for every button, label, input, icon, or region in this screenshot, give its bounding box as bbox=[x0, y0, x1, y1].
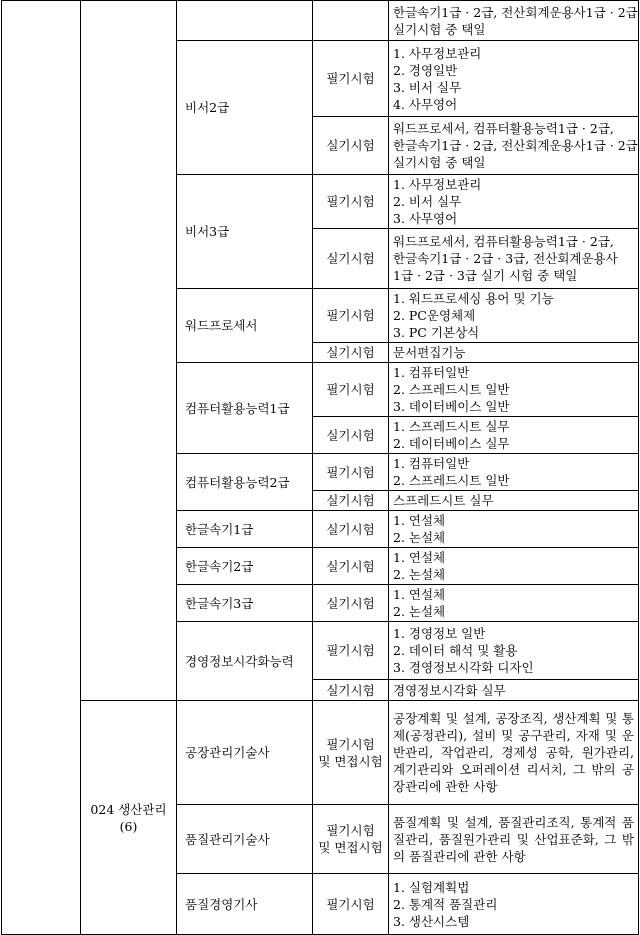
exam-type-label: 실기시험 bbox=[326, 138, 375, 153]
subject-line: 품질계획 및 설계, 품질관리조직, 통계적 품질관리, 품질원가관리 및 산업표준화, 그 밖의 품질관리에 관한 사항 bbox=[393, 814, 634, 864]
certificate-name: 품질관리기술사 bbox=[185, 831, 270, 847]
certificate-name-cell bbox=[177, 548, 313, 585]
exam-type-label: 필기시험 bbox=[326, 736, 375, 752]
certificate-name: 워드프로세서 bbox=[185, 318, 258, 333]
subject-line: 1. 워드프로세싱 용어 및 기능 bbox=[393, 291, 554, 306]
table-row bbox=[2, 701, 639, 805]
subjects-cell bbox=[389, 1, 639, 41]
subjects-cell bbox=[389, 805, 639, 874]
certificate-name-cell bbox=[177, 363, 313, 454]
subjects-cell bbox=[389, 229, 639, 289]
exam-type-cell bbox=[313, 289, 389, 343]
certificate-name: 품질경영기사 bbox=[185, 896, 258, 912]
subjects-cell bbox=[389, 175, 639, 229]
subject-line: 2. 스프레드시트 일반 bbox=[393, 382, 510, 397]
exam-type-cell bbox=[313, 41, 389, 117]
certificate-name-cell bbox=[177, 585, 313, 622]
exam-type-label: 필기시험 bbox=[326, 464, 375, 480]
exam-type-cell bbox=[313, 363, 389, 417]
exam-type-cell bbox=[313, 417, 389, 454]
exam-type-label: 필기시험 bbox=[326, 382, 375, 397]
subject-line: 3. 경영정보시각화 디자인 bbox=[393, 660, 534, 675]
subject-line: 2. 논설체 bbox=[393, 604, 446, 619]
exam-type-cell bbox=[313, 622, 389, 680]
subject-line: 한글속기1급 · 2급 · 3급, 전산회계운용사 bbox=[393, 251, 618, 266]
left-margin-cell bbox=[2, 1, 81, 935]
exam-type-cell bbox=[313, 1, 389, 41]
exam-type-label: 실기시험 bbox=[326, 345, 375, 360]
exam-type-cell bbox=[313, 874, 389, 935]
subject-line: 실기시험 중 택일 bbox=[393, 155, 486, 170]
subjects-cell bbox=[389, 680, 639, 701]
subject-line: 1. 연설체 bbox=[393, 587, 446, 602]
certificate-name-cell bbox=[177, 454, 313, 511]
subject-line: 1. 실험계획법 bbox=[393, 879, 470, 895]
subject-line: 3. PC 기본상식 bbox=[393, 325, 480, 340]
certificate-name: 경영정보시각화능력 bbox=[185, 653, 294, 669]
certificate-name-cell bbox=[177, 622, 313, 701]
subject-line: 1. 경영정보 일반 bbox=[393, 626, 486, 641]
subject-line: 2. 데이터베이스 실무 bbox=[393, 436, 510, 451]
subject-line: 2. PC운영체제 bbox=[393, 308, 476, 323]
subject-line: 1. 연설체 bbox=[393, 550, 446, 565]
subjects-cell bbox=[389, 511, 639, 548]
exam-type-cell bbox=[313, 117, 389, 175]
subject-line: 실기시험 중 택일 bbox=[393, 21, 486, 37]
subjects-cell bbox=[389, 117, 639, 175]
subject-line: 문서편집기능 bbox=[393, 345, 466, 360]
job-field-count: (6) bbox=[119, 818, 138, 834]
exam-type-cell bbox=[313, 175, 389, 229]
subject-line: 2. 데이터 해석 및 활용 bbox=[393, 643, 518, 658]
exam-type-cell bbox=[313, 805, 389, 874]
subject-line: 스프레드시트 실무 bbox=[393, 493, 494, 508]
subject-line: 3. 생산시스템 bbox=[393, 913, 470, 929]
certificate-name: 비서2급 bbox=[185, 100, 230, 115]
certificate-name-cell bbox=[177, 41, 313, 175]
subject-line: 3. 데이터베이스 일반 bbox=[393, 399, 510, 414]
exam-type-cell bbox=[313, 585, 389, 622]
exam-type-cell bbox=[313, 511, 389, 548]
certificate-name: 한글속기1급 bbox=[185, 521, 254, 537]
subjects-cell bbox=[389, 585, 639, 622]
certificate-name-cell bbox=[177, 701, 313, 805]
subject-line: 2. 비서 실무 bbox=[393, 194, 462, 209]
exam-type-cell bbox=[313, 454, 389, 491]
certificate-name: 한글속기3급 bbox=[185, 595, 254, 611]
subject-line: 1급 · 2급 · 3급 실기 시험 중 택일 bbox=[393, 268, 578, 283]
exam-type-label: 실기시험 bbox=[326, 595, 375, 611]
exam-type-label: 필기시험 bbox=[326, 194, 375, 209]
subject-line: 1. 사무정보관리 bbox=[393, 45, 482, 61]
exam-type-label: 필기시험 bbox=[326, 308, 375, 323]
subject-line: 한글속기1급 · 2급, 전산회계운용사1급 · 2급 bbox=[393, 138, 638, 153]
exam-type-cell bbox=[313, 229, 389, 289]
table-row bbox=[2, 1, 639, 41]
exam-type-cell bbox=[313, 491, 389, 511]
subjects-cell bbox=[389, 289, 639, 343]
subject-line: 워드프로세서, 컴퓨터활용능력1급 · 2급, bbox=[393, 234, 614, 249]
subjects-cell bbox=[389, 548, 639, 585]
exam-type-label: 필기시험 bbox=[326, 896, 375, 912]
certificate-name-cell bbox=[177, 289, 313, 363]
exam-type-label: 실기시험 bbox=[326, 558, 375, 574]
exam-type-label: 필기시험 bbox=[326, 71, 375, 86]
exam-type-label: 및 면접시험 bbox=[318, 753, 383, 769]
subjects-cell bbox=[389, 363, 639, 417]
exam-type-cell bbox=[313, 701, 389, 805]
certificate-name: 컴퓨터활용능력2급 bbox=[185, 474, 290, 490]
subject-line: 3. 비서 실무 bbox=[393, 79, 462, 95]
subjects-cell bbox=[389, 491, 639, 511]
certificate-name-cell bbox=[177, 805, 313, 874]
certificate-name: 컴퓨터활용능력1급 bbox=[185, 400, 290, 416]
exam-type-label: 실기시험 bbox=[326, 521, 375, 537]
field-cell-empty bbox=[81, 1, 177, 701]
exam-type-label: 실기시험 bbox=[326, 682, 375, 698]
subjects-cell bbox=[389, 874, 639, 935]
exam-type-label: 실기시험 bbox=[326, 251, 375, 266]
subject-line: 1. 연설체 bbox=[393, 513, 446, 528]
exam-type-label: 실기시험 bbox=[326, 493, 375, 508]
subject-line: 공장계획 및 설계, 공장조직, 생산계획 및 통제(공정관리), 설비 및 공구관리, 자재 및 운반관리, 작업관리, 경제성 공학, 원가관리, 계기관리와 오퍼레이션 리서치, 그 밖의 공장관리에 관한 사항 bbox=[393, 711, 634, 794]
subject-line: 1. 컴퓨터일반 bbox=[393, 456, 470, 471]
exam-type-label: 필기시험 bbox=[326, 643, 375, 658]
subject-line: 2. 논설체 bbox=[393, 530, 446, 545]
subjects-cell bbox=[389, 454, 639, 491]
certificate-name: 한글속기2급 bbox=[185, 558, 254, 574]
certificate-name: 공장관리기술사 bbox=[185, 745, 270, 760]
subjects-cell bbox=[389, 701, 639, 805]
exam-type-label: 필기시험 bbox=[326, 823, 375, 838]
subject-line: 경영정보시각화 실무 bbox=[393, 682, 506, 698]
subject-line: 1. 스프레드시트 실무 bbox=[393, 419, 510, 434]
subject-line: 1. 컴퓨터일반 bbox=[393, 365, 470, 380]
subjects-cell bbox=[389, 343, 639, 363]
certificate-name-cell bbox=[177, 175, 313, 289]
subject-line: 2. 스프레드시트 일반 bbox=[393, 473, 510, 488]
certificate-name-cell bbox=[177, 1, 313, 41]
subjects-cell bbox=[389, 622, 639, 680]
subjects-cell bbox=[389, 41, 639, 117]
exam-type-cell bbox=[313, 343, 389, 363]
subjects-cell bbox=[389, 417, 639, 454]
certificate-name: 비서3급 bbox=[185, 224, 230, 239]
subject-line: 3. 사무영어 bbox=[393, 211, 458, 226]
subject-line: 2. 통계적 품질관리 bbox=[393, 896, 498, 912]
exam-type-label: 및 면접시험 bbox=[318, 840, 383, 855]
exam-type-cell bbox=[313, 548, 389, 585]
subject-line: 2. 경영일반 bbox=[393, 62, 458, 78]
subject-line: 2. 논설체 bbox=[393, 567, 446, 582]
exam-type-label: 실기시험 bbox=[326, 427, 375, 443]
subject-line: 워드프로세서, 컴퓨터활용능력1급 · 2급, bbox=[393, 121, 614, 136]
subject-line: 1. 사무정보관리 bbox=[393, 177, 482, 192]
exam-type-cell bbox=[313, 680, 389, 701]
job-field-code: 024 생산관리 bbox=[90, 801, 167, 817]
job-field-cell bbox=[81, 701, 177, 935]
subject-line: 한글속기1급 · 2급, 전산회계운용사1급 · 2급 bbox=[393, 4, 638, 20]
certificate-name-cell bbox=[177, 511, 313, 548]
subject-line: 4. 사무영어 bbox=[393, 96, 458, 112]
qualification-subjects-table bbox=[1, 0, 639, 935]
certificate-name-cell bbox=[177, 874, 313, 935]
